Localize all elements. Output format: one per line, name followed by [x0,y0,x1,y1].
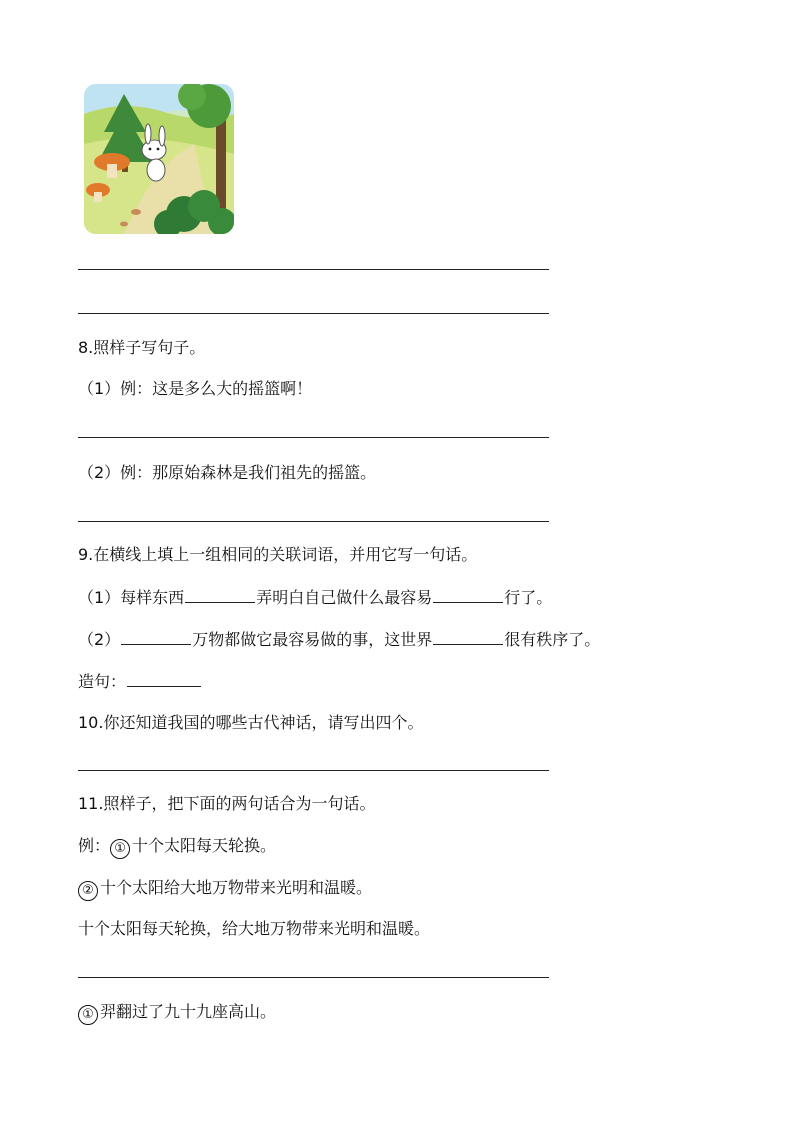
q11-item-1-sentence: 羿翻过了九十九座高山。 [100,1002,277,1021]
q9-s2-suffix: 很有秩序了。 [504,630,601,649]
q9-s1-blank-2[interactable] [433,586,503,603]
q9-title: 9.在横线上填上一组相同的关联词语，并用它写一句话。 [78,545,478,564]
q9-s2-mid: 万物都做它最容易做的事，这世界 [192,630,433,649]
q11-example-label: 例： [78,836,111,855]
q9-make-sentence [78,670,202,693]
q9-s2-blank-1[interactable] [121,628,191,645]
q11-example-1 [78,835,276,859]
q9-make-sentence-label: 造句： [78,672,127,691]
q11-example-sentence-2: 十个太阳给大地万物带来光明和温暖。 [100,878,373,897]
q11-example-sentence-1: 十个太阳每天轮换。 [132,836,277,855]
rabbit-forest-illustration [84,84,234,234]
q9-s2-blank-2[interactable] [433,628,503,645]
q8-example-2: （2）例：那原始森林是我们祖先的摇篮。 [78,463,377,482]
answer-line-1[interactable] [78,269,549,270]
q9-make-sentence-blank[interactable] [127,670,201,687]
q11-title: 11.照样子，把下面的两句话合为一句话。 [78,794,376,813]
q11-example-result: 十个太阳每天轮换，给大地万物带来光明和温暖。 [78,919,431,938]
q11-item-1 [78,1001,276,1025]
q8-title: 8.照样子写句子。 [78,338,206,357]
q9-s1-mid: 弄明白自己做什么最容易 [256,588,433,607]
q8-answer-line-1[interactable] [78,437,549,438]
q10-title: 10.你还知道我国的哪些古代神话，请写出四个。 [78,713,424,732]
q10-answer-line[interactable] [78,770,549,771]
q9-s1-suffix: 行了。 [504,588,553,607]
q9-s2-prefix: （2） [78,630,121,649]
q9-sentence-2 [78,628,600,651]
q11-example-2 [78,877,372,901]
answer-line-2[interactable] [78,313,549,314]
q9-s1-blank-1[interactable] [185,586,255,603]
q9-s1-prefix: （1）每样东西 [78,588,185,607]
circled-1-icon: ① [78,1005,98,1025]
circled-1-icon: ① [110,839,130,859]
q9-sentence-1 [78,586,552,609]
q8-example-1: （1）例：这是多么大的摇篮啊！ [78,379,313,398]
circled-2-icon: ② [78,881,98,901]
q11-answer-line[interactable] [78,977,549,978]
q8-answer-line-2[interactable] [78,521,549,522]
